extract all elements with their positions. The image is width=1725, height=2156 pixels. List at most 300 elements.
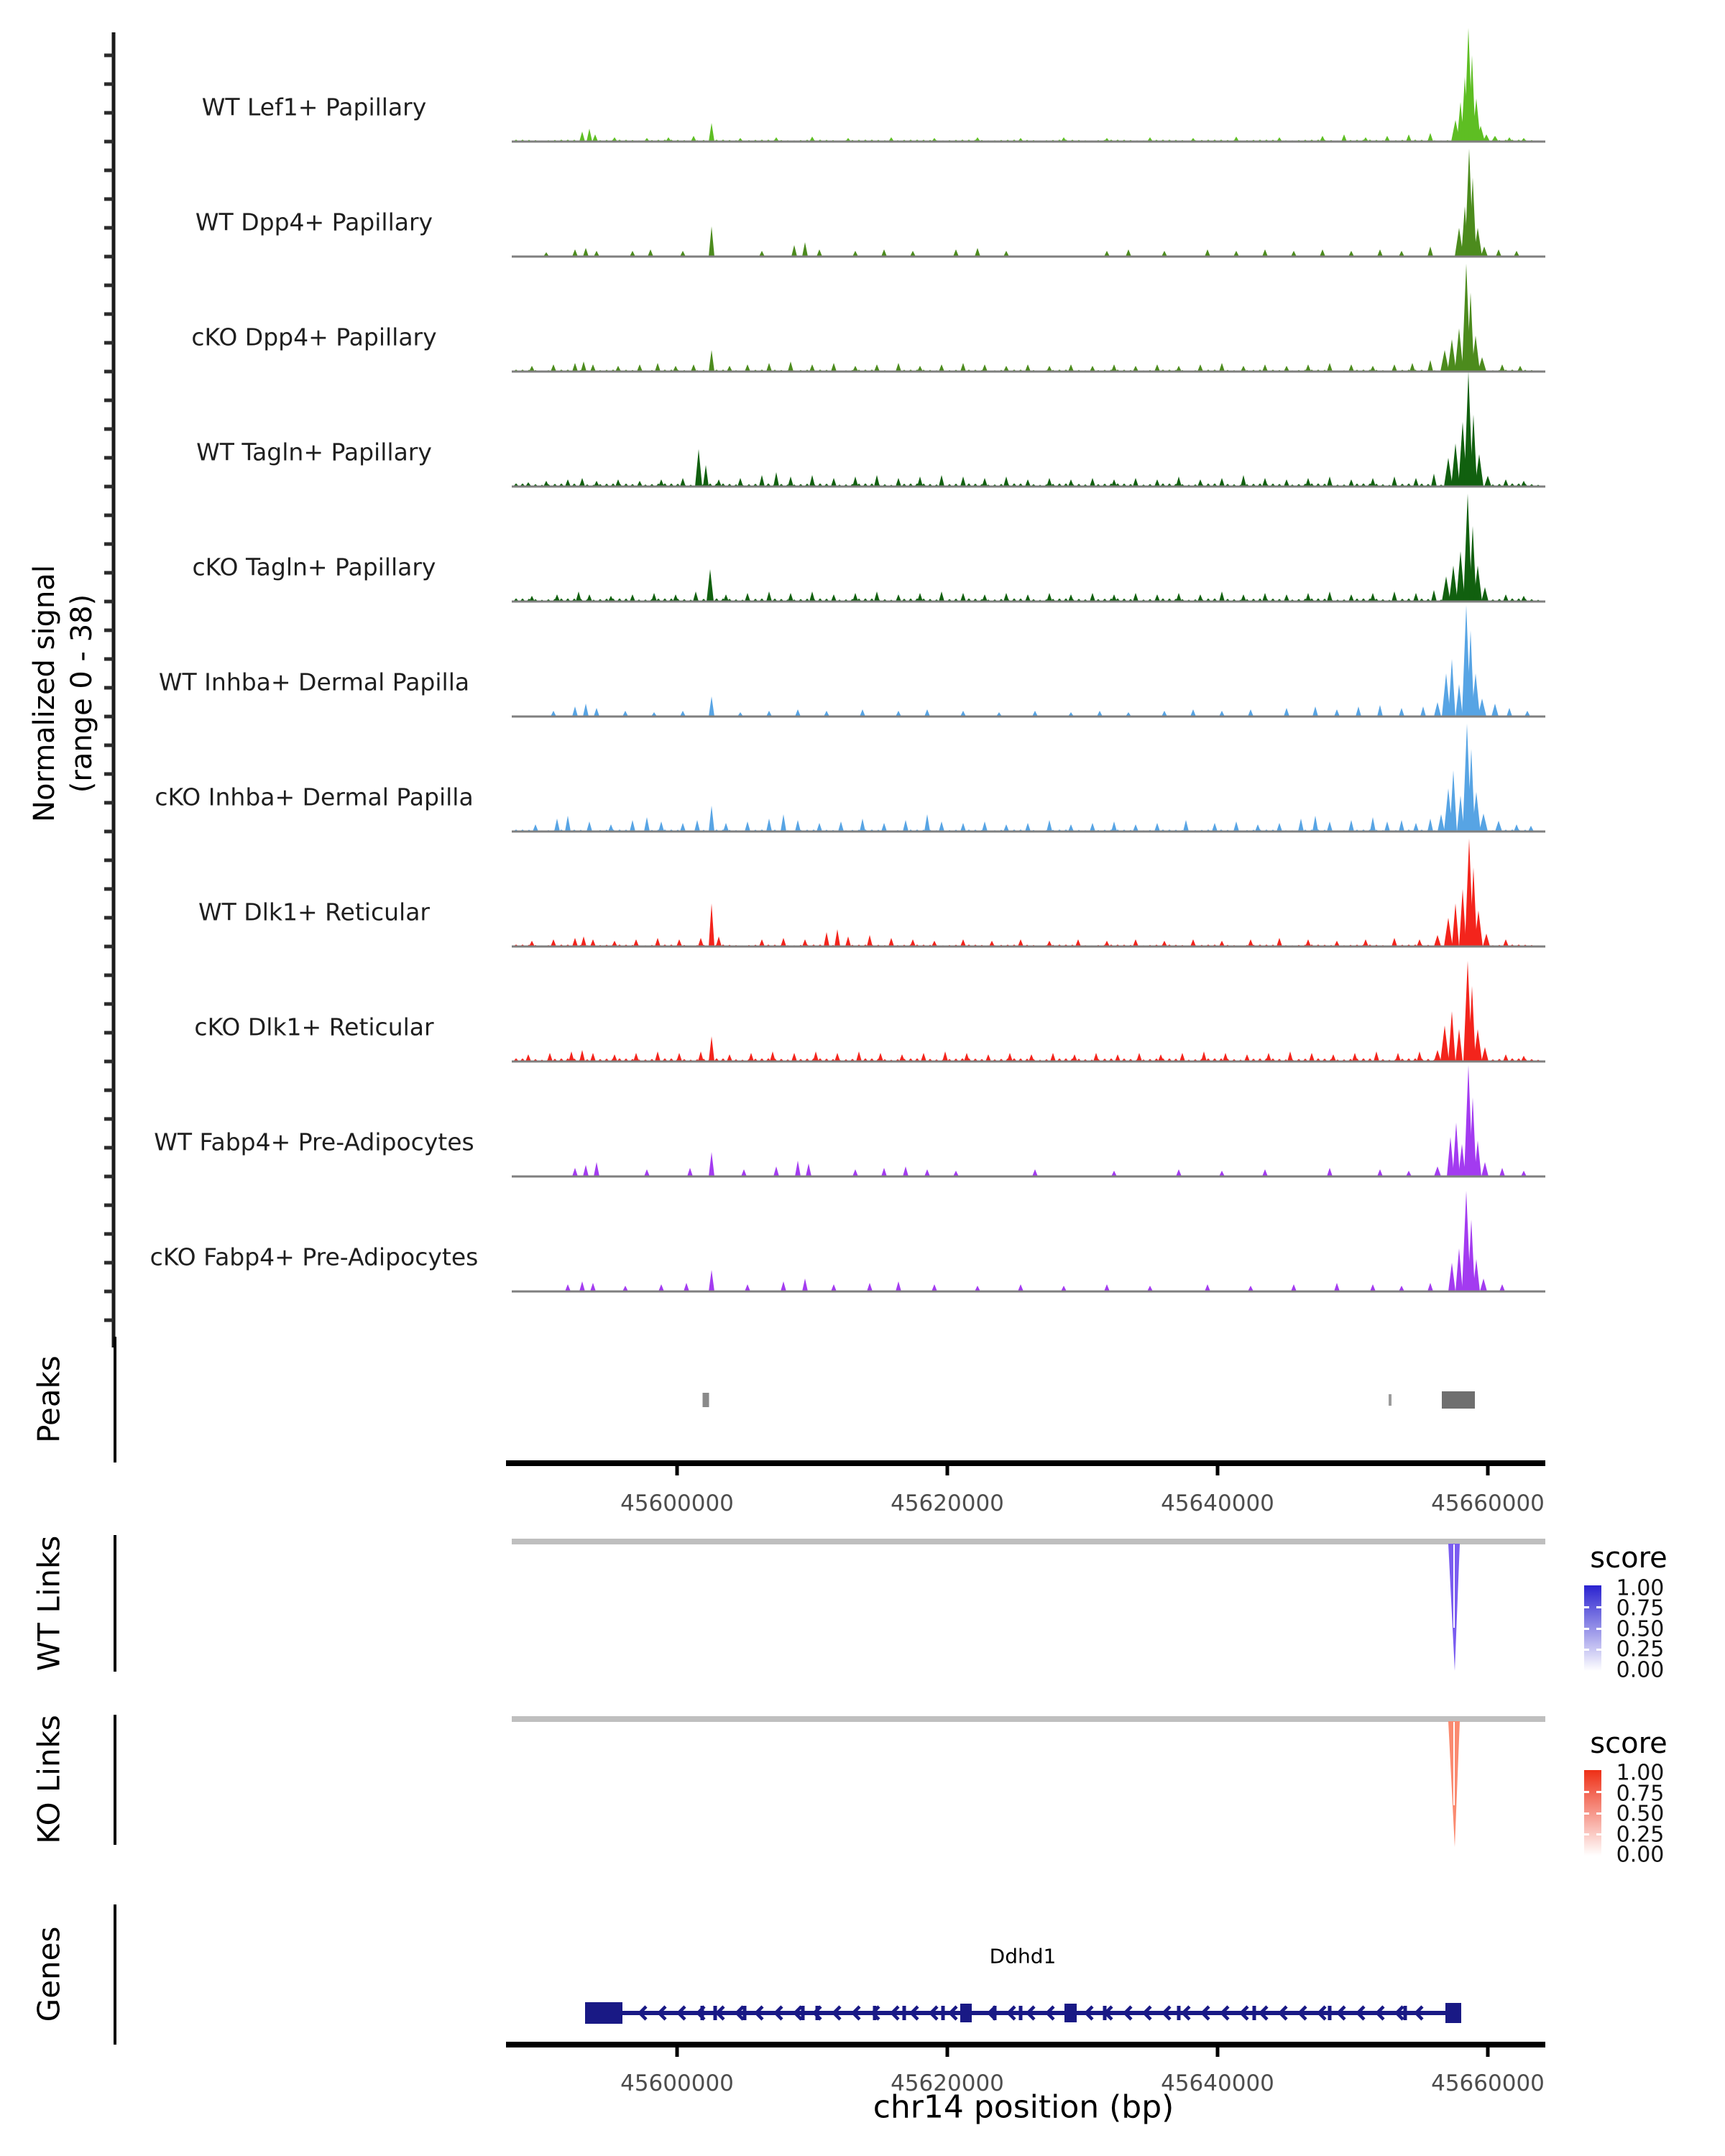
track-label: cKO Tagln+ Papillary	[192, 553, 436, 581]
ko-score-gradient-bar	[1584, 1770, 1601, 1856]
signal-spike	[1427, 1283, 1433, 1291]
signal-spike	[1440, 350, 1449, 372]
signal-spike	[795, 820, 801, 831]
signal-spike	[982, 821, 988, 831]
signal-spike	[680, 478, 686, 487]
ko-score-legend-title: score	[1590, 1727, 1668, 1760]
signal-spike	[1392, 591, 1397, 602]
signal-spike	[1046, 820, 1052, 831]
signal-spike	[809, 591, 815, 602]
gradient-tick	[1584, 1628, 1589, 1630]
signal-spike	[824, 932, 829, 946]
signal-spike	[1309, 1053, 1315, 1061]
signal-spike	[838, 821, 844, 831]
gradient-tick	[1596, 1628, 1601, 1630]
signal-spike	[709, 696, 714, 717]
signal-spike	[1481, 1162, 1489, 1176]
signal-spike	[579, 1050, 585, 1061]
gradient-tick	[1584, 1791, 1589, 1793]
axis1-tick-label: 45660000	[1431, 1491, 1545, 1516]
signal-spike	[982, 478, 988, 487]
signal-spike	[576, 591, 581, 602]
gene-first-exon-box	[585, 2002, 622, 2024]
signal-spike	[1413, 823, 1419, 831]
signal-spike	[1327, 476, 1333, 487]
signal-spike	[1392, 938, 1397, 946]
signal-spike	[781, 1281, 786, 1291]
signal-spike	[579, 1281, 585, 1291]
signal-spike	[1448, 339, 1456, 372]
wt-score-gradient-bar	[1584, 1585, 1601, 1671]
signal-spike	[759, 475, 765, 487]
ko-links-section-label: KO Links	[31, 1715, 67, 1844]
signal-spike	[939, 475, 944, 487]
signal-spike	[881, 1168, 887, 1176]
gene-exon-tick	[816, 2006, 819, 2020]
signal-spike	[658, 821, 664, 831]
signal-spike	[1046, 478, 1052, 487]
gradient-tick	[1584, 1606, 1589, 1608]
signal-spike	[1447, 1137, 1454, 1176]
gene-exon-tick	[903, 2006, 906, 2020]
signal-spike	[788, 361, 794, 372]
signal-spike	[942, 1051, 948, 1061]
signal-spike	[852, 593, 858, 602]
signal-spike	[1455, 684, 1463, 717]
signal-spike	[1478, 699, 1486, 717]
signal-spike	[1276, 938, 1282, 946]
signal-spike	[964, 1053, 970, 1061]
signal-spike	[1223, 1053, 1228, 1061]
y-axis-label-line1: Normalized signal	[28, 565, 61, 822]
signal-spike	[831, 478, 837, 487]
gene-exon-tick	[942, 2006, 945, 2020]
signal-spike	[845, 936, 851, 946]
signal-spike	[960, 476, 966, 487]
signal-spike	[917, 593, 923, 602]
signal-spike	[1409, 363, 1415, 372]
signal-spike	[1399, 820, 1404, 831]
signal-spike	[813, 1051, 819, 1061]
signal-spike	[1484, 476, 1491, 487]
axis1-tick-label: 45640000	[1161, 1491, 1274, 1516]
signal-spike	[709, 903, 714, 946]
signal-spike	[1478, 357, 1486, 372]
signal-spike	[1456, 551, 1465, 602]
signal-spike	[655, 1051, 661, 1061]
signal-spike	[1431, 474, 1437, 487]
signal-spike	[770, 1051, 776, 1061]
gene-last-exon-box	[1445, 2003, 1461, 2023]
track-label: WT Fabp4+ Pre-Adipocytes	[154, 1128, 474, 1156]
signal-spike	[1266, 1053, 1271, 1061]
signal-spike	[1427, 133, 1433, 142]
signal-spike	[1452, 903, 1459, 946]
signal-spike	[745, 821, 750, 831]
signal-spike	[1438, 814, 1445, 831]
signal-spike	[903, 1166, 908, 1176]
signal-spike	[788, 476, 794, 487]
signal-spike	[579, 478, 585, 487]
track-label: WT Tagln+ Papillary	[196, 438, 432, 466]
signal-spike	[1370, 593, 1376, 602]
signal-spike	[1287, 1051, 1293, 1061]
wt-score-legend-title: score	[1590, 1542, 1668, 1575]
signal-spike	[788, 593, 794, 602]
signal-spike	[795, 1161, 801, 1176]
signal-spike	[1133, 478, 1138, 487]
signal-spike	[709, 1270, 714, 1291]
track-label: cKO Dpp4+ Papillary	[191, 323, 437, 351]
signal-spike	[594, 1162, 599, 1176]
signal-spike	[939, 591, 944, 602]
signal-spike	[723, 823, 729, 831]
signal-spike	[581, 936, 586, 946]
signal-spike	[874, 591, 880, 602]
signal-spike	[698, 1051, 704, 1061]
signal-spike	[1427, 247, 1433, 257]
gradient-tick	[1584, 1812, 1589, 1815]
signal-spike	[1399, 708, 1404, 717]
signal-spike	[1050, 1053, 1056, 1061]
signal-spike	[802, 242, 808, 257]
signal-spike	[1448, 1263, 1455, 1291]
signal-spike	[1046, 593, 1052, 602]
signal-spike	[1111, 821, 1117, 831]
ko-legend-value: 0.75	[1616, 1781, 1665, 1807]
gene-exon-box	[1064, 2004, 1077, 2022]
signal-spike	[590, 1283, 596, 1291]
signal-spike	[547, 1053, 553, 1061]
signal-spike	[687, 1168, 693, 1176]
signal-spike	[1179, 1053, 1185, 1061]
signal-spike	[579, 132, 585, 142]
signal-spike	[707, 569, 714, 602]
signal-spike	[1136, 1053, 1142, 1061]
signal-spike	[781, 938, 786, 946]
signal-spike	[1201, 1051, 1207, 1061]
gradient-tick	[1596, 1812, 1601, 1815]
gene-exon-box	[960, 2004, 972, 2022]
gene-exon-tick	[714, 2006, 717, 2020]
signal-spike	[1241, 475, 1246, 487]
signal-spike	[766, 819, 772, 831]
wt-legend-value: 1.00	[1616, 1575, 1665, 1601]
signal-spike	[960, 593, 966, 602]
axis2-tick-label: 45640000	[1161, 2070, 1274, 2096]
gene-exon-tick	[1177, 2006, 1181, 2020]
signal-spike	[572, 938, 578, 946]
signal-spike	[874, 475, 880, 487]
ko-legend-value: 0.00	[1616, 1842, 1665, 1868]
signal-spike	[1090, 823, 1095, 831]
signal-spike	[1417, 1051, 1422, 1061]
signal-spike	[572, 1168, 578, 1176]
signal-spike	[1444, 918, 1453, 946]
signal-spike	[1212, 823, 1218, 831]
signal-spike	[1499, 1168, 1505, 1176]
signal-spike	[896, 363, 901, 372]
peak-box	[1442, 1391, 1475, 1409]
signal-spike	[831, 363, 837, 372]
track-label: WT Lef1+ Papillary	[201, 93, 427, 121]
signal-spike	[1455, 328, 1463, 372]
peaks-section-label: Peaks	[31, 1355, 67, 1443]
gene-exon-tick	[873, 2006, 877, 2020]
signal-spike	[1395, 1053, 1401, 1061]
signal-spike	[791, 1053, 797, 1061]
signal-spike	[1434, 935, 1441, 946]
x-axis-title: chr14 position (bp)	[873, 2088, 1174, 2126]
signal-spike	[852, 476, 858, 487]
signal-spike	[1450, 770, 1457, 831]
gene-exon-tick	[701, 2006, 704, 2020]
signal-spike	[881, 823, 887, 831]
track-label: WT Dpp4+ Papillary	[195, 208, 433, 236]
signal-spike	[856, 1051, 862, 1061]
track-label: cKO Inhba+ Dermal Papilla	[155, 783, 474, 811]
wt-legend-value: 0.00	[1616, 1657, 1665, 1683]
signal-spike	[1434, 1050, 1441, 1061]
axis2-tick-label: 45600000	[620, 2070, 734, 2096]
signal-spike	[1352, 1053, 1358, 1061]
signal-spike	[1374, 1051, 1379, 1061]
signal-spike	[745, 593, 750, 602]
axis2-tick-label: 45660000	[1431, 2070, 1545, 2096]
signal-spike	[583, 248, 589, 257]
signal-spike	[655, 938, 661, 946]
gradient-tick	[1584, 1649, 1589, 1651]
signal-spike	[1284, 708, 1289, 717]
signal-spike	[1154, 823, 1160, 831]
signal-spike	[703, 465, 709, 487]
signal-spike	[709, 226, 714, 257]
signal-spike	[1219, 363, 1225, 372]
signal-spike	[1431, 590, 1437, 602]
gene-exon-tick	[801, 2006, 805, 2020]
signal-spike	[1413, 593, 1419, 602]
track-label: WT Inhba+ Dermal Papilla	[158, 668, 470, 696]
signal-spike	[1262, 593, 1268, 602]
signal-spike	[1427, 360, 1433, 372]
signal-spike	[809, 475, 815, 487]
signal-spike	[888, 938, 894, 946]
signal-spike	[806, 1164, 811, 1176]
axis2-tick-label: 45620000	[891, 2070, 1004, 2096]
signal-spike	[1449, 566, 1458, 602]
signal-spike	[590, 1053, 596, 1061]
signal-spike	[960, 823, 966, 831]
signal-spike	[766, 591, 772, 602]
signal-spike	[1384, 821, 1390, 831]
signal-spike	[1440, 1026, 1449, 1061]
signal-spike	[694, 820, 700, 831]
signal-spike	[554, 819, 560, 831]
track-label: cKO Dlk1+ Reticular	[194, 1013, 434, 1041]
signal-spike	[583, 704, 589, 717]
signal-spike	[1305, 478, 1311, 487]
signal-spike	[1003, 593, 1009, 602]
signal-spike	[569, 1051, 574, 1061]
signal-spike	[1491, 704, 1499, 717]
signal-spike	[1090, 593, 1095, 602]
signal-spike	[1444, 458, 1453, 487]
gene-exon-tick	[993, 2006, 997, 2020]
signal-spike	[586, 821, 592, 831]
gene-exon-tick	[743, 2006, 747, 2020]
signal-spike	[1090, 478, 1095, 487]
axis1-tick-label: 45600000	[620, 1491, 734, 1516]
signal-spike	[834, 929, 840, 946]
signal-spike	[924, 814, 930, 831]
signal-spike	[709, 1152, 714, 1176]
signal-spike	[1455, 1029, 1463, 1061]
peak-box	[1389, 1394, 1392, 1406]
signal-spike	[709, 1036, 714, 1061]
y-axis-label	[26, 420, 101, 967]
signal-spike	[1481, 247, 1488, 257]
gene-exon-tick	[1328, 2006, 1332, 2020]
signal-spike	[1093, 1053, 1099, 1061]
signal-spike	[773, 472, 779, 487]
signal-spike	[709, 350, 714, 372]
signal-spike	[1176, 476, 1182, 487]
signal-spike	[1448, 659, 1455, 717]
signal-spike	[698, 938, 704, 946]
signal-spike	[1420, 706, 1426, 717]
signal-spike	[1327, 591, 1333, 602]
signal-spike	[748, 1053, 754, 1061]
signal-spike	[1480, 1279, 1487, 1291]
signal-spike	[1327, 1168, 1333, 1176]
signal-spike	[1262, 478, 1268, 487]
signal-spike	[1327, 363, 1333, 372]
signal-spike	[867, 1283, 873, 1291]
signal-spike	[960, 363, 966, 372]
signal-spike	[903, 820, 908, 831]
signal-spike	[676, 1053, 682, 1061]
signal-spike	[1442, 576, 1450, 602]
signal-spike	[586, 129, 592, 142]
signal-spike	[1370, 478, 1376, 487]
signal-spike	[1003, 476, 1009, 487]
signal-spike	[1305, 593, 1311, 602]
wt-links-section-label: WT Links	[31, 1535, 67, 1672]
signal-spike	[1481, 1047, 1489, 1061]
signal-spike	[1025, 823, 1031, 831]
gene-exon-tick	[1103, 2006, 1107, 2020]
signal-spike	[1377, 705, 1383, 717]
signal-spike	[1392, 476, 1397, 487]
signal-spike	[1479, 814, 1488, 831]
signal-spike	[939, 821, 944, 831]
signal-spike	[802, 1279, 808, 1291]
signal-spike	[975, 248, 980, 257]
signal-spike	[581, 361, 586, 372]
gradient-tick	[1596, 1649, 1601, 1651]
signal-spike	[1219, 591, 1225, 602]
gene-exon-tick	[1404, 2006, 1407, 2020]
signal-spike	[644, 817, 650, 831]
signal-spike	[1483, 934, 1490, 946]
gene-name-label: Ddhd1	[989, 1944, 1057, 1968]
peak-box	[703, 1393, 709, 1407]
signal-spike	[1370, 817, 1376, 831]
signal-spike	[1413, 478, 1419, 487]
signal-spike	[1434, 702, 1441, 717]
signal-spike	[1312, 706, 1318, 717]
wt-legend-value: 0.75	[1616, 1595, 1665, 1621]
signal-spike	[1133, 593, 1138, 602]
signal-spike	[834, 1053, 840, 1061]
signal-spike	[594, 708, 599, 717]
signal-spike	[1219, 478, 1225, 487]
signal-spike	[1183, 820, 1189, 831]
signal-spike	[1327, 821, 1333, 831]
ko-legend-value: 0.25	[1616, 1822, 1665, 1848]
signal-spike	[878, 1053, 883, 1061]
signal-spike	[1276, 823, 1282, 831]
signal-spike	[781, 814, 786, 831]
signal-spike	[572, 706, 578, 717]
signal-spike	[816, 823, 822, 831]
track-label: cKO Fabp4+ Pre-Adipocytes	[150, 1243, 479, 1271]
signal-spike	[1233, 821, 1239, 831]
signal-spike	[1448, 1011, 1455, 1061]
ko-legend-value: 1.00	[1616, 1760, 1665, 1786]
signal-spike	[680, 823, 686, 831]
wt-legend-value: 0.25	[1616, 1636, 1665, 1662]
signal-spike	[1451, 443, 1460, 487]
signal-spike	[1455, 1248, 1463, 1291]
signal-spike	[583, 1165, 589, 1176]
signal-spike	[1176, 593, 1182, 602]
signal-spike	[651, 593, 657, 602]
signal-spike	[655, 363, 661, 372]
signal-spike	[565, 816, 571, 831]
signal-spike	[921, 1053, 926, 1061]
signal-spike	[1434, 1166, 1441, 1176]
signal-spike	[1356, 706, 1361, 717]
signal-spike	[791, 245, 797, 257]
signal-spike	[773, 1166, 779, 1176]
signal-spike	[1334, 1283, 1340, 1291]
ko-legend-value: 0.50	[1616, 1801, 1665, 1827]
gradient-tick	[1596, 1606, 1601, 1608]
signal-spike	[1453, 1123, 1460, 1176]
signal-spike	[693, 591, 699, 602]
y-axis-label-line2: (range 0 - 38)	[65, 594, 98, 793]
gradient-tick	[1596, 1791, 1601, 1793]
wt-legend-value: 0.50	[1616, 1616, 1665, 1642]
signal-spike	[896, 1281, 901, 1291]
track-label: WT Dlk1+ Reticular	[198, 898, 430, 926]
signal-spike	[860, 819, 865, 831]
signal-spike	[896, 478, 901, 487]
signal-spike	[1312, 816, 1318, 831]
signal-spike	[633, 1053, 639, 1061]
signal-spike	[1506, 708, 1512, 717]
signal-spike	[1495, 821, 1502, 831]
signal-spike	[1427, 819, 1433, 831]
signal-spike	[709, 123, 714, 142]
signal-spike	[684, 1283, 689, 1291]
gene-exon-tick	[1019, 2006, 1023, 2020]
signal-spike	[917, 476, 923, 487]
signal-spike	[1481, 587, 1489, 602]
signal-spike	[716, 936, 722, 946]
signal-spike	[695, 449, 702, 487]
